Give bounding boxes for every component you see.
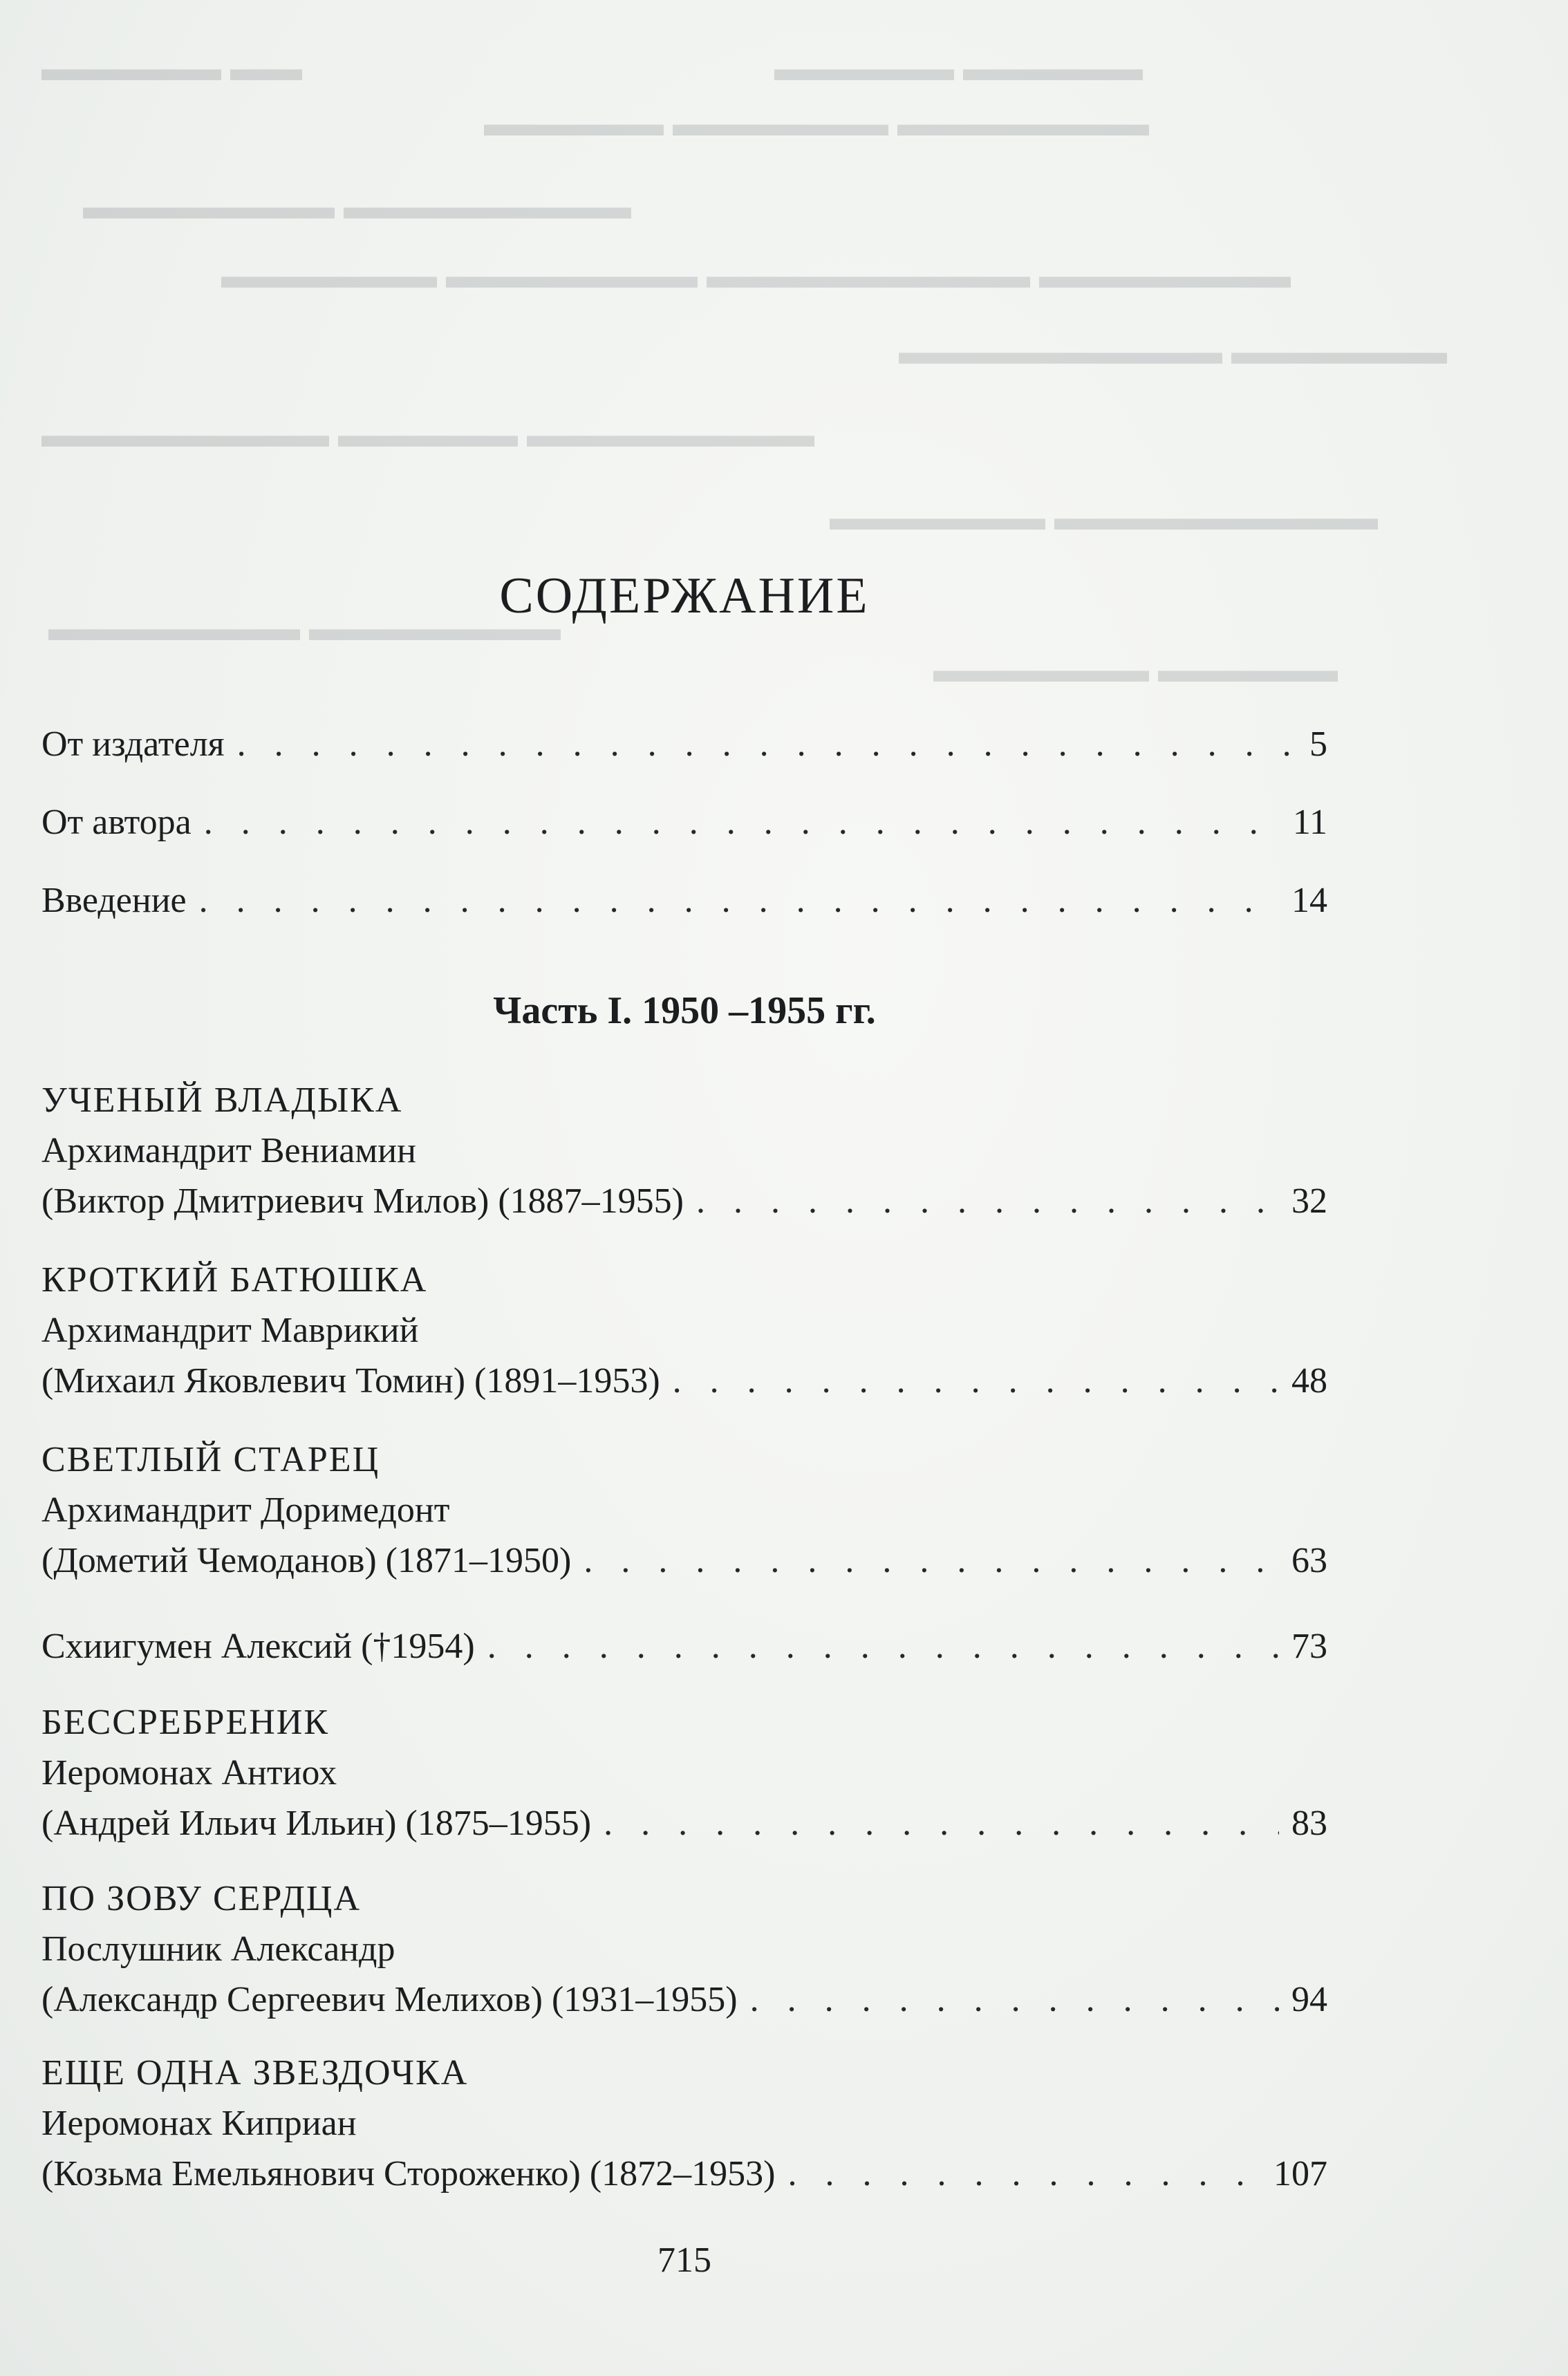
leader-dots [696,1176,1279,1226]
entry-heading: ПО ЗОВУ СЕРДЦА [41,1879,362,1918]
entry-heading: УЧЕНЫЙ ВЛАДЫКА [41,1081,403,1120]
leader-dots [604,1798,1279,1849]
part-heading: Часть I. 1950 –1955 гг. [493,989,876,1032]
toc-page-number: 48 [1291,1361,1327,1401]
toc-page-number: 94 [1291,1980,1327,2019]
page-number: 715 [657,2241,711,2280]
leader-dots [673,1356,1279,1406]
entry-details: (Александр Сергеевич Мелихов) (1931–1955) [41,1980,738,2019]
toc-entry-4[interactable] [41,1621,1327,1672]
leader-dots [584,1535,1279,1586]
toc-page-number: 14 [1291,881,1327,920]
toc-entry-6[interactable] [41,1873,1327,2025]
entry-name: Иеромонах Антиох [41,1753,337,1793]
entry-details: (Михаил Яковлевич Томин) (1891–1953) [41,1361,660,1401]
entry-name: Иеромонах Киприан [41,2104,357,2143]
toc-label: Введение [41,881,187,920]
entry-heading: КРОТКИЙ БАТЮШКА [41,1260,428,1300]
toc-entry-7[interactable] [41,2048,1327,2199]
entry-name: Послушник Александр [41,1929,395,1969]
toc-page-number: 5 [1309,724,1327,764]
entry-name: Архимандрит Маврикий [41,1311,419,1350]
leader-dots [199,875,1279,926]
entry-heading: БЕССРЕБРЕНИК [41,1703,330,1742]
toc-page-number: 107 [1273,2154,1327,2193]
show-through-bleed: ▬▬▬▬▬ ▬▬▬▬▬ ▬▬ ▬▬▬▬▬ ▬▬▬▬▬▬▬ ▬▬▬▬▬▬ ▬▬▬▬▬ ▬▬▬▬▬▬▬▬ ▬▬▬▬▬▬▬ ▬▬▬▬▬▬▬ ▬▬▬▬▬▬▬▬▬ ▬▬▬▬▬▬▬ ▬▬▬▬▬▬ ▬▬▬▬▬▬ ▬▬▬▬▬▬▬▬▬ ▬▬▬▬▬▬▬▬ ▬▬▬▬▬ ▬▬▬▬▬▬▬▬ ▬▬▬▬▬▬▬▬▬ ▬▬▬▬▬▬ ▬▬▬▬▬▬▬ ▬▬▬▬▬▬▬ ▬▬▬▬▬ ▬▬▬▬▬▬ [41,49,1447,690]
contents-title: СОДЕРЖАНИЕ [499,568,870,624]
toc-front-matter-2[interactable] [41,797,1327,848]
toc-label: От автора [41,803,192,842]
toc-page-number: 11 [1292,803,1327,842]
leader-dots [487,1621,1279,1672]
toc-entry-2[interactable] [41,1255,1327,1406]
leader-dots [237,719,1297,769]
toc-page-number: 63 [1291,1541,1327,1580]
toc-entry-1[interactable] [41,1075,1327,1226]
toc-entry-5[interactable] [41,1697,1327,1849]
entry-details: (Андрей Ильич Ильин) (1875–1955) [41,1804,592,1843]
entry-details: (Виктор Дмитриевич Милов) (1887–1955) [41,1181,684,1221]
entry-name: Архимандрит Доримедонт [41,1490,450,1530]
leader-dots [750,1974,1279,2025]
entry-details: (Дометий Чемоданов) (1871–1950) [41,1541,572,1580]
toc-page-number: 83 [1291,1804,1327,1843]
toc-front-matter-1[interactable] [41,719,1327,769]
toc-page-number: 73 [1291,1627,1327,1666]
entry-details: (Козьма Емельянович Стороженко) (1872–1953) [41,2154,776,2193]
entry-heading: СВЕТЛЫЙ СТАРЕЦ [41,1440,380,1479]
toc-entry-3[interactable] [41,1434,1327,1586]
leader-dots [204,797,1280,848]
leader-dots [787,2149,1261,2199]
toc-page-number: 32 [1291,1181,1327,1221]
entry-heading: ЕЩЕ ОДНА ЗВЕЗДОЧКА [41,2053,469,2093]
toc-front-matter-3[interactable] [41,875,1327,926]
entry-details: Схиигумен Алексий (†1954) [41,1627,475,1666]
entry-name: Архимандрит Вениамин [41,1131,416,1170]
toc-label: От издателя [41,724,225,764]
